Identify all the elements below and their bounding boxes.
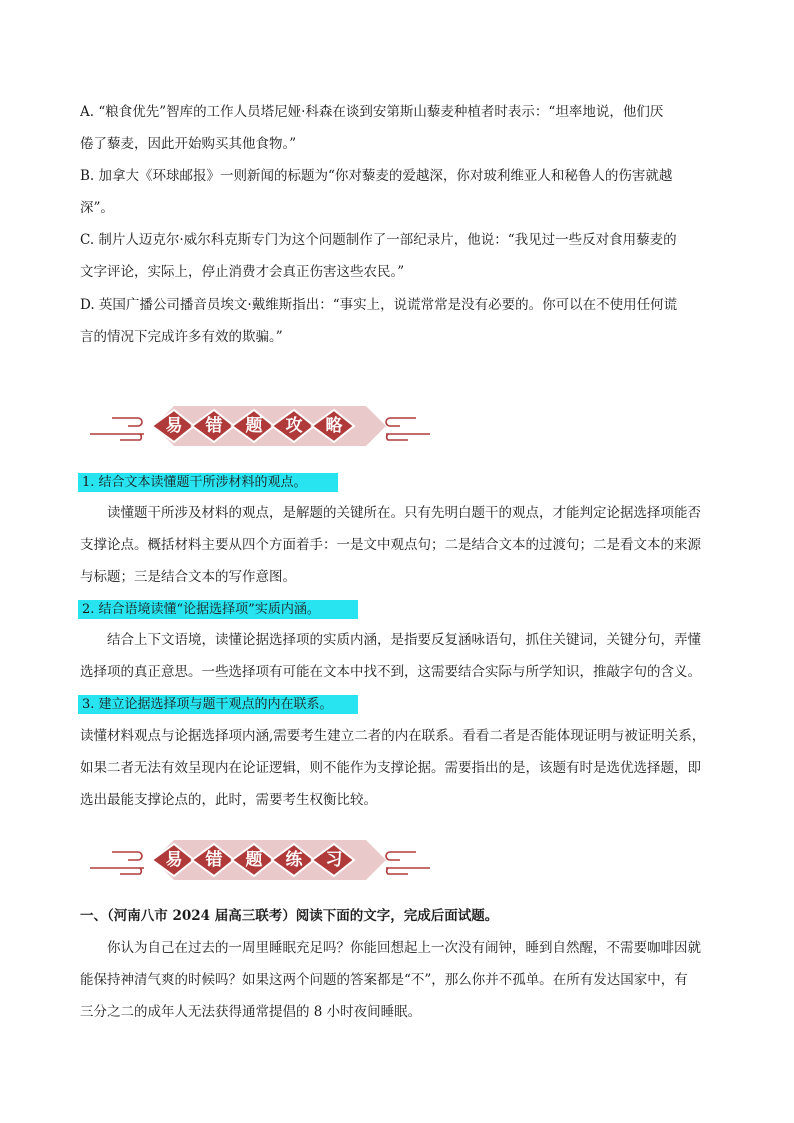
exercise-passage-line-2: 能保持神清气爽的时候吗？如果这两个问题的答案都是“不”，那么你并不孤单。在所有发达国家中，有 xyxy=(80,972,688,988)
strategy-paragraph-2 xyxy=(80,624,720,688)
strategy-paragraph-2-line-1: 结合上下文语境，读懂论据选择项的实质内涵，是指要反复涵咏语句，抓住关键词，关键分句，弄懂 xyxy=(107,632,701,648)
strategy-heading-3: 3. 建立论据选择项与题干观点的内在联系。 xyxy=(78,695,358,714)
strategy-paragraph-3-line-2: 如果二者无法有效呈现内在论证逻辑，则不能作为支撑论据。需要指出的是，该题有时是选优选择题，即 xyxy=(80,760,701,776)
banner-char-5: 习 xyxy=(325,850,343,870)
strategy-paragraph-1 xyxy=(80,497,720,593)
strategy-paragraph-2-line-2: 选择项的真正意思。一些选择项有可能在文本中找不到，这需要结合实际与所学知识，推敲字句的含义。 xyxy=(80,664,701,680)
banner-char-4: 攻 xyxy=(285,416,303,436)
banner-char-5: 略 xyxy=(325,416,343,436)
exercise-passage-line-1: 你认为自己在过去的一周里睡眠充足吗？你能回想起上一次没有闹钟，睡到自然醒，不需要咖啡因就 xyxy=(107,940,701,956)
option-a-line-2: 倦了藜麦，因此开始购买其他食物。” xyxy=(80,136,297,152)
option-a-line-1: A. “粮食优先”智库的工作人员塔尼娅·科森在谈到安第斯山藜麦种植者时表示：“坦率地说，他们厌 xyxy=(80,104,664,120)
section-banner-practice xyxy=(90,832,440,888)
banner-char-3: 题 xyxy=(245,416,263,436)
banner-char-2: 错 xyxy=(205,416,223,436)
banner-char-1: 易 xyxy=(165,416,183,436)
strategy-paragraph-1-line-3: 与标题；三是结合文本的写作意图。 xyxy=(80,569,296,585)
banner-char-2: 错 xyxy=(205,850,223,870)
exercise-passage xyxy=(80,932,720,1028)
strategy-heading-1: 1. 结合文本读懂题干所涉材料的观点。 xyxy=(78,473,338,492)
banner-char-1: 易 xyxy=(165,850,183,870)
option-d-line-1: D. 英国广播公司播音员埃文·戴维斯指出：“事实上，说谎常常是没有必要的。你可以在不使用任何谎 xyxy=(80,297,678,313)
option-a xyxy=(80,96,720,160)
exercise-title: 一、（河南八市 2024 届高三联考）阅读下面的文字，完成后面试题。 xyxy=(80,908,499,924)
strategy-heading-2: 2. 结合语境读懂“论据选择项”实质内涵。 xyxy=(78,600,358,619)
option-c-line-2: 文字评论，实际上，停止消费才会真正伤害这些农民。” xyxy=(80,264,405,280)
strategy-paragraph-1-line-1: 读懂题干所涉及材料的观点，是解题的关键所在。只有先明白题干的观点，才能判定论据选择项能否 xyxy=(107,505,701,521)
option-c xyxy=(80,224,720,288)
strategy-paragraph-3-line-1: 读懂材料观点与论据选择项内涵,需要考生建立二者的内在联系。看看二者是否能体现证明与被证明关系， xyxy=(80,728,706,744)
option-b-line-2: 深”。 xyxy=(80,200,114,216)
banner-char-3: 题 xyxy=(245,850,263,870)
option-b-line-1: B. 加拿大《环球邮报》一则新闻的标题为“你对藜麦的爱越深，你对玻利维亚人和秘鲁人的伤害就越 xyxy=(80,168,673,184)
option-d xyxy=(80,289,720,353)
exercise-passage-line-3: 三分之二的成年人无法获得通常提倡的 8 小时夜间睡眠。 xyxy=(80,1004,422,1020)
strategy-paragraph-3-line-3: 选出最能支撑论点的，此时，需要考生权衡比较。 xyxy=(80,792,377,808)
strategy-paragraph-1-line-2: 支撑论点。概括材料主要从四个方面着手：一是文中观点句；二是结合文本的过渡句；二是看文本的来源 xyxy=(80,537,701,553)
option-d-line-2: 言的情况下完成许多有效的欺骗。” xyxy=(80,329,283,345)
section-banner-strategy xyxy=(90,398,440,454)
option-c-line-1: C. 制片人迈克尔·威尔科克斯专门为这个问题制作了一部纪录片，他说：“我见过一些反对食用藜麦的 xyxy=(80,232,677,248)
option-b xyxy=(80,160,720,224)
banner-char-4: 练 xyxy=(285,850,303,870)
strategy-paragraph-3 xyxy=(80,720,720,816)
